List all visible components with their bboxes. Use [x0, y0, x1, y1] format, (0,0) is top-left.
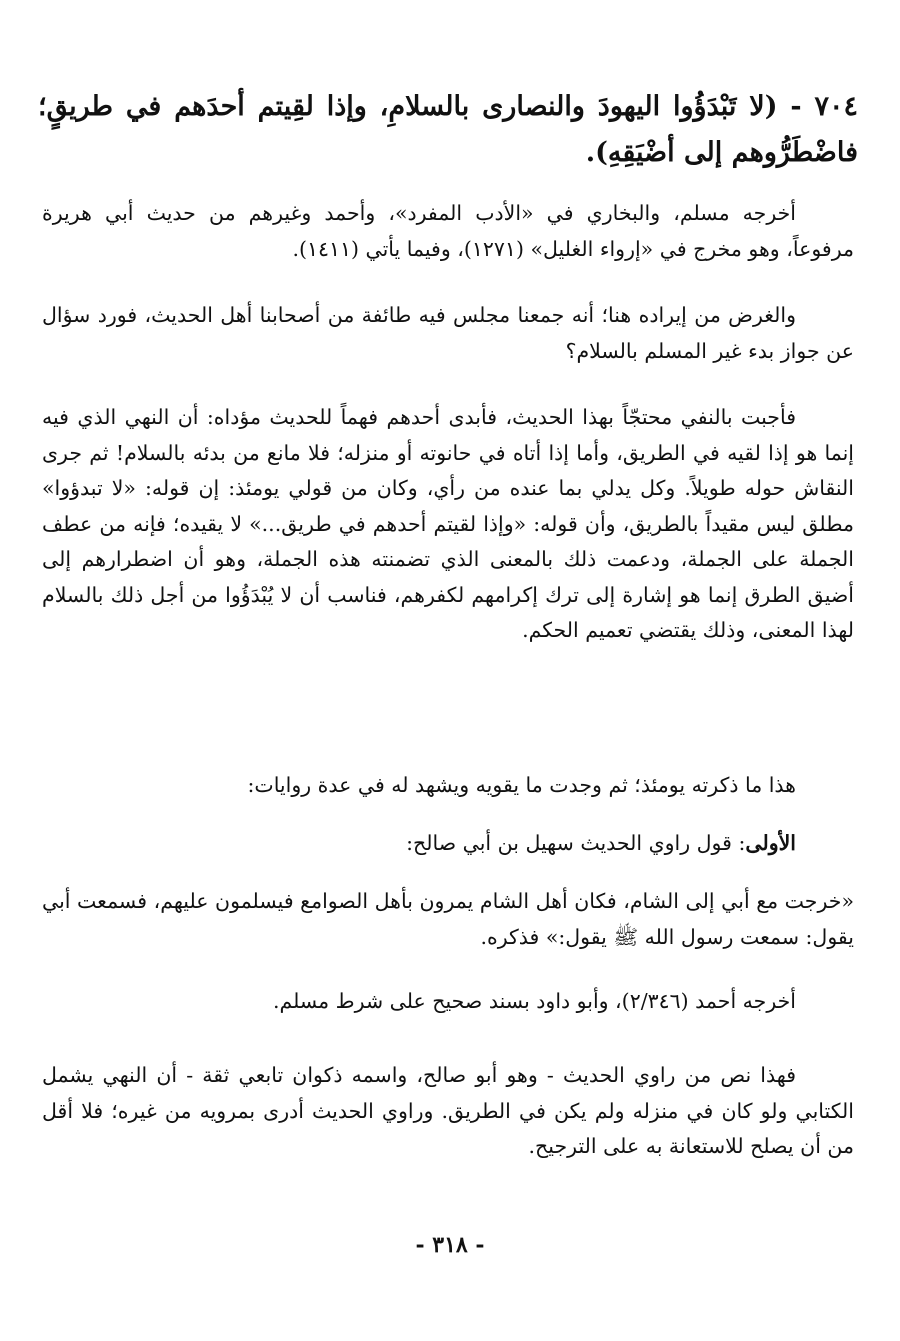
takhrij-ahmad-paragraph: أخرجه أحمد (٢/٣٤٦)، وأبو داود بسند صحيح على شرط مسلم.: [272, 989, 796, 1013]
discussion-paragraph: فأجبت بالنفي محتجّاً بهذا الحديث، فأبدى أحدهم فهماً للحديث مؤداه: أن النهي الذي فيه إنما هو إذا لقيه في الطريق، وأما إذا أتاه في حانوته أو منزله؛ فلا مانع من بدئه بالسلام! ثم جرى النقاش حوله طويلاً. وكل يدلي بما عنده من رأي، وكان من قولي يومئذ: إن قوله: «لا تبدؤوا» مطلق ليس مقيداً بالطريق، وأن قوله: «وإذا لقيتم أحدهم في طريق...» لا يقيده؛ فإنه من عطف الجملة على الجملة، ودعمت ذلك بالمعنى الذي تضمنته هذه الجملة، وهو أن اضطرارهم إلى أضيق الطرق إنما هو إشارة إلى ترك إكرامهم لكفرهم، فناسب أن لا يُبْدَؤُوا من أجل ذلك بالسلام لهذا المعنى، وذلك يقتضي تعميم الحكم.: [42, 405, 854, 642]
purpose-paragraph: والغرض من إيراده هنا؛ أنه جمعنا مجلس فيه طائفة من أصحابنا أهل الحديث، فورد سؤال عن جواز بدء غير المسلم بالسلام؟: [42, 303, 854, 363]
first-narration-text: : قول راوي الحديث سهيل بن أبي صالح:: [406, 831, 746, 855]
conclusion-paragraph: فهذا نص من راوي الحديث - وهو أبو صالح، واسمه ذكوان تابعي ثقة - أن النهي يشمل الكتابي ولو كان في منزله ولم يكن في الطريق. وراوي الحديث أدرى بمرويه من غيره؛ فلا أقل من أن يصلح للاستعانة به على الترجيح.: [42, 1063, 854, 1158]
hadith-text: (لا تَبْدَؤُوا اليهودَ والنصارى بالسلامِ، وإذا لقِيتم أحدَهم في طريقٍ؛ فاضْطَرُّوهم إلى أضْيَقِهِ).: [38, 91, 858, 168]
quote-paragraph: «خرجت مع أبي إلى الشام، فكان أهل الشام يمرون بأهل الصوامع فيسلمون عليهم، فسمعت أبي يقول: سمعت رسول الله ﷺ يقول:» فذكره.: [42, 889, 854, 949]
page-number: - ٣١٨ -: [415, 1232, 485, 1258]
first-narration-label: الأولى: [745, 831, 796, 855]
first-narration-paragraph: [42, 826, 854, 862]
takhrij-paragraph: أخرجه مسلم، والبخاري في «الأدب المفرد»، وأحمد وغيرهم من حديث أبي هريرة مرفوعاً، وهو مخرج في «إرواء الغليل» (١٢٧١)، وفيما يأتي (١٤١١).: [42, 201, 854, 261]
hadith-number: ٧٠٤ -: [777, 91, 859, 122]
narrations-intro-paragraph: هذا ما ذكرته يومئذ؛ ثم وجدت ما يقويه ويشهد له في عدة روايات:: [247, 773, 796, 797]
hadith-heading: [38, 84, 858, 176]
